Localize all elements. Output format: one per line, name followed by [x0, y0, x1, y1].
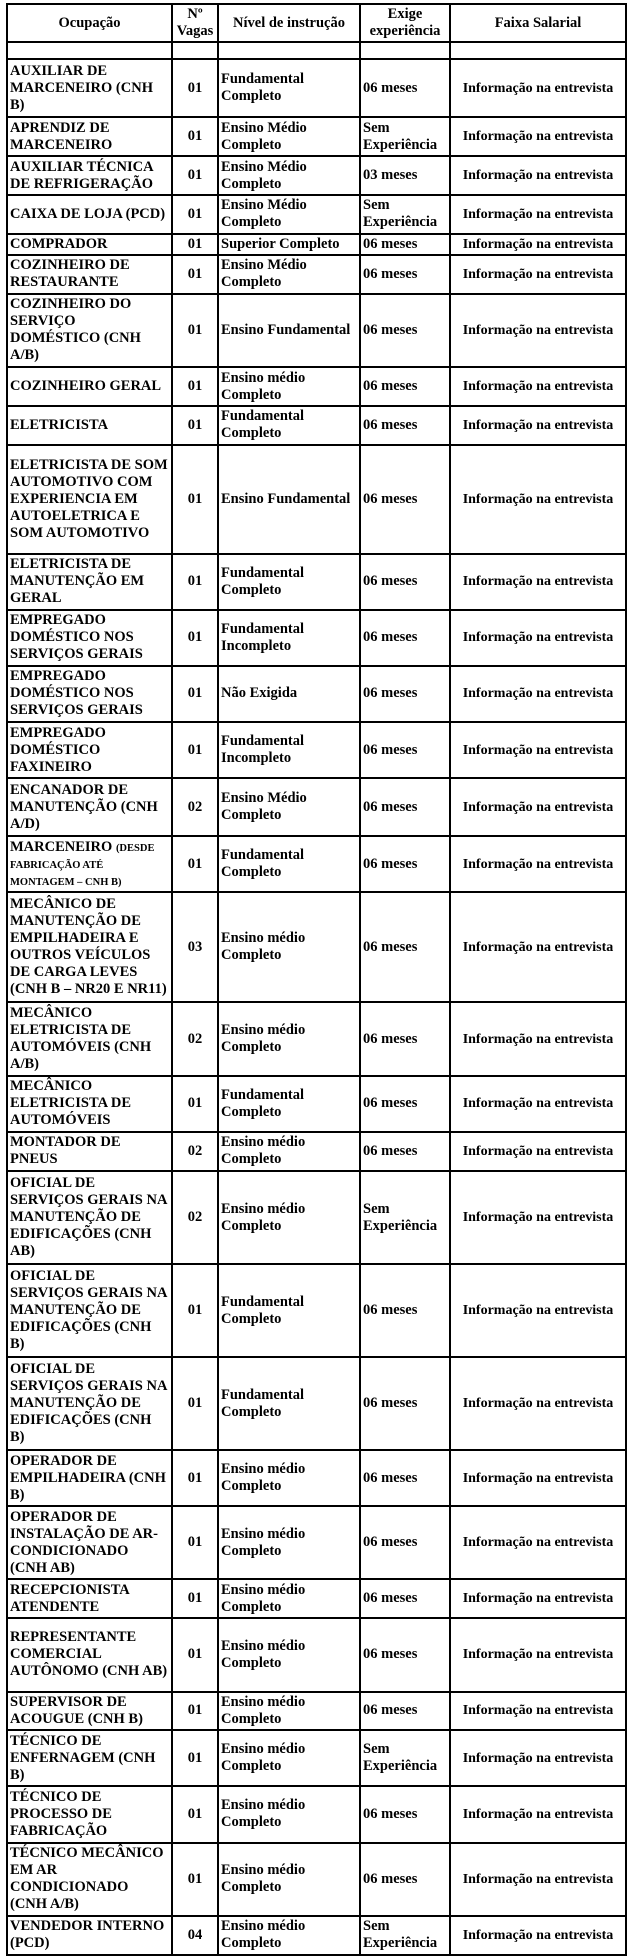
cell-nivel: Fundamental Completo: [218, 406, 360, 445]
ocupacao-text: COMPRADOR: [10, 235, 108, 252]
ocupacao-text: RECEPCIONISTA ATENDENTE: [10, 1581, 129, 1615]
cell-salario: Informação na entrevista: [450, 554, 626, 610]
cell-experiencia: 06 meses: [360, 778, 450, 836]
empty-cell: [7, 42, 172, 59]
cell-ocupacao: [7, 255, 172, 294]
cell-nivel: Fundamental Incompleto: [218, 722, 360, 778]
empty-cell: [450, 42, 626, 59]
ocupacao-text: EMPREGADO DOMÉSTICO FAXINEIRO: [10, 724, 106, 775]
cell-nivel: Ensino médio Completo: [218, 892, 360, 1002]
cell-salario: Informação na entrevista: [450, 1132, 626, 1171]
cell-salario: Informação na entrevista: [450, 367, 626, 406]
cell-nivel: Não Exigida: [218, 666, 360, 722]
cell-experiencia: 06 meses: [360, 1786, 450, 1842]
cell-salario: Informação na entrevista: [450, 610, 626, 666]
cell-vagas: 01: [172, 610, 218, 666]
table-row: [7, 554, 626, 610]
cell-salario: Informação na entrevista: [450, 722, 626, 778]
cell-experiencia: 06 meses: [360, 1132, 450, 1171]
cell-ocupacao: [7, 1730, 172, 1786]
ocupacao-text: CAIXA DE LOJA (PCD): [10, 205, 166, 222]
table-row: [7, 1357, 626, 1450]
table-row: [7, 294, 626, 367]
ocupacao-text: ENCANADOR DE MANUTENÇÃO (CNH A/D): [10, 781, 158, 832]
cell-ocupacao: [7, 610, 172, 666]
ocupacao-text: OFICIAL DE SERVIÇOS GERAIS NA MANUTENÇÃO DE EDIFICAÇÕES (CNH B): [10, 1361, 167, 1446]
cell-vagas: 01: [172, 234, 218, 255]
ocupacao-text: MECÂNICO DE MANUTENÇÃO DE EMPILHADEIRA E OUTROS VEÍCULOS DE CARGA LEVES (CNH B – NR20 E NR11): [10, 896, 167, 998]
cell-nivel: Ensino Fundamental: [218, 294, 360, 367]
cell-vagas: 01: [172, 1264, 218, 1357]
cell-salario: Informação na entrevista: [450, 1506, 626, 1579]
table-row: [7, 1579, 626, 1618]
cell-vagas: 01: [172, 1450, 218, 1506]
cell-nivel: Ensino médio Completo: [218, 1916, 360, 1955]
cell-vagas: 01: [172, 156, 218, 195]
cell-salario: Informação na entrevista: [450, 778, 626, 836]
cell-salario: Informação na entrevista: [450, 1579, 626, 1618]
ocupacao-text: ELETRICISTA DE MANUTENÇÃO EM GERAL: [10, 556, 145, 607]
ocupacao-text: MECÂNICO ELETRICISTA DE AUTOMÓVEIS (CNH A/B): [10, 1005, 152, 1073]
cell-salario: Informação na entrevista: [450, 666, 626, 722]
cell-nivel: Ensino médio Completo: [218, 1618, 360, 1691]
cell-nivel: Fundamental Completo: [218, 554, 360, 610]
empty-cell: [218, 42, 360, 59]
cell-salario: Informação na entrevista: [450, 1450, 626, 1506]
cell-ocupacao: [7, 1450, 172, 1506]
cell-experiencia: 06 meses: [360, 445, 450, 554]
cell-ocupacao: [7, 195, 172, 234]
cell-experiencia: 06 meses: [360, 1506, 450, 1579]
table-row: [7, 1506, 626, 1579]
cell-salario: Informação na entrevista: [450, 195, 626, 234]
cell-experiencia: 06 meses: [360, 1579, 450, 1618]
cell-experiencia: 06 meses: [360, 1357, 450, 1450]
cell-vagas: 02: [172, 1132, 218, 1171]
cell-experiencia: 06 meses: [360, 1692, 450, 1731]
table-row: [7, 367, 626, 406]
cell-vagas: 01: [172, 294, 218, 367]
ocupacao-text: TÉCNICO DE ENFERNAGEM (CNH B): [10, 1732, 156, 1783]
cell-ocupacao: [7, 666, 172, 722]
cell-ocupacao: [7, 1579, 172, 1618]
cell-vagas: 01: [172, 836, 218, 892]
ocupacao-text: EMPREGADO DOMÉSTICO NOS SERVIÇOS GERAIS: [10, 612, 143, 663]
table-row: [7, 1730, 626, 1786]
cell-salario: Informação na entrevista: [450, 59, 626, 117]
cell-nivel: Fundamental Completo: [218, 59, 360, 117]
cell-ocupacao: [7, 1264, 172, 1357]
cell-experiencia: Sem Experiência: [360, 1916, 450, 1955]
cell-experiencia: 03 meses: [360, 156, 450, 195]
job-table-container: [6, 3, 625, 1956]
empty-cell: [360, 42, 450, 59]
cell-vagas: 01: [172, 367, 218, 406]
cell-nivel: Ensino médio Completo: [218, 1450, 360, 1506]
cell-experiencia: 06 meses: [360, 610, 450, 666]
cell-salario: Informação na entrevista: [450, 892, 626, 1002]
table-row: [7, 778, 626, 836]
cell-vagas: 01: [172, 406, 218, 445]
table-row: [7, 195, 626, 234]
cell-ocupacao: [7, 1002, 172, 1075]
cell-vagas: 01: [172, 1692, 218, 1731]
cell-vagas: 01: [172, 1618, 218, 1691]
cell-salario: Informação na entrevista: [450, 1357, 626, 1450]
cell-salario: Informação na entrevista: [450, 1264, 626, 1357]
cell-ocupacao: [7, 1692, 172, 1731]
table-row: [7, 1171, 626, 1265]
cell-vagas: 01: [172, 195, 218, 234]
cell-ocupacao: [7, 1916, 172, 1955]
ocupacao-text: ELETRICISTA DE SOM AUTOMOTIVO COM EXPERIENCIA EM AUTOELETRICA E SOM AUTOMOTIVO: [10, 456, 168, 541]
cell-experiencia: 06 meses: [360, 1076, 450, 1132]
header-experiencia: Exige experiência: [360, 4, 450, 42]
cell-vagas: 01: [172, 255, 218, 294]
table-row: [7, 722, 626, 778]
cell-experiencia: 06 meses: [360, 836, 450, 892]
cell-ocupacao: [7, 1618, 172, 1691]
cell-nivel: Ensino Médio Completo: [218, 195, 360, 234]
cell-vagas: 01: [172, 722, 218, 778]
cell-nivel: Ensino Médio Completo: [218, 156, 360, 195]
table-row: [7, 117, 626, 156]
table-body: [7, 42, 626, 1955]
table-row: [7, 1786, 626, 1842]
cell-salario: Informação na entrevista: [450, 117, 626, 156]
cell-nivel: Ensino médio Completo: [218, 367, 360, 406]
cell-experiencia: 06 meses: [360, 294, 450, 367]
table-row: [7, 892, 626, 1002]
cell-salario: Informação na entrevista: [450, 1843, 626, 1916]
table-row: [7, 1916, 626, 1955]
ocupacao-text: VENDEDOR INTERNO (PCD): [10, 1918, 165, 1952]
cell-experiencia: Sem Experiência: [360, 117, 450, 156]
cell-vagas: 01: [172, 666, 218, 722]
cell-vagas: 02: [172, 1002, 218, 1075]
table-row: [7, 445, 626, 554]
table-row: [7, 1450, 626, 1506]
header-salario: Faixa Salarial: [450, 4, 626, 42]
ocupacao-text: COZINHEIRO GERAL: [10, 378, 162, 395]
cell-experiencia: Sem Experiência: [360, 195, 450, 234]
ocupacao-text: APRENDIZ DE MARCENEIRO: [10, 119, 113, 153]
cell-experiencia: 06 meses: [360, 406, 450, 445]
cell-nivel: Fundamental Completo: [218, 1264, 360, 1357]
ocupacao-text: OPERADOR DE INSTALAÇÃO DE AR-CONDICIONADO (CNH AB): [10, 1508, 158, 1576]
cell-ocupacao: [7, 156, 172, 195]
ocupacao-text: TÉCNICO DE PROCESSO DE FABRICAÇÃO: [10, 1788, 112, 1839]
cell-experiencia: 06 meses: [360, 1450, 450, 1506]
cell-vagas: 03: [172, 892, 218, 1002]
table-row: [7, 1076, 626, 1132]
cell-nivel: Ensino médio Completo: [218, 1132, 360, 1171]
cell-salario: Informação na entrevista: [450, 156, 626, 195]
cell-vagas: 01: [172, 59, 218, 117]
ocupacao-text: REPRESENTANTE COMERCIAL AUTÔNOMO (CNH AB): [10, 1629, 168, 1680]
header-nivel: Nível de instrução: [218, 4, 360, 42]
cell-experiencia: 06 meses: [360, 1264, 450, 1357]
table-row: [7, 255, 626, 294]
cell-vagas: 01: [172, 1357, 218, 1450]
cell-experiencia: 06 meses: [360, 255, 450, 294]
cell-vagas: 01: [172, 1843, 218, 1916]
cell-nivel: Ensino Médio Completo: [218, 117, 360, 156]
cell-nivel: Fundamental Completo: [218, 1076, 360, 1132]
cell-salario: Informação na entrevista: [450, 445, 626, 554]
cell-salario: Informação na entrevista: [450, 1076, 626, 1132]
cell-ocupacao: [7, 892, 172, 1002]
cell-ocupacao: [7, 234, 172, 255]
table-row: [7, 1843, 626, 1916]
job-vacancies-table: [6, 3, 627, 1956]
cell-salario: Informação na entrevista: [450, 1618, 626, 1691]
cell-vagas: 01: [172, 1076, 218, 1132]
table-row: [7, 1618, 626, 1691]
cell-ocupacao: [7, 117, 172, 156]
header-ocupacao: Ocupação: [7, 4, 172, 42]
table-row: [7, 59, 626, 117]
empty-spacer-row: [7, 42, 626, 59]
cell-ocupacao: [7, 1786, 172, 1842]
cell-experiencia: 06 meses: [360, 892, 450, 1002]
cell-nivel: Fundamental Incompleto: [218, 610, 360, 666]
cell-nivel: Ensino Médio Completo: [218, 255, 360, 294]
cell-nivel: Ensino médio Completo: [218, 1730, 360, 1786]
cell-vagas: 01: [172, 1579, 218, 1618]
cell-ocupacao: [7, 1506, 172, 1579]
cell-ocupacao: [7, 445, 172, 554]
table-row: [7, 666, 626, 722]
ocupacao-note: (DESDE FABRICAÇÃO ATÉ MONTAGEM – CNH B): [10, 842, 155, 888]
cell-salario: Informação na entrevista: [450, 255, 626, 294]
ocupacao-text: TÉCNICO MECÂNICO EM AR CONDICIONADO (CNH A/B): [10, 1845, 164, 1913]
cell-experiencia: 06 meses: [360, 554, 450, 610]
ocupacao-text: SUPERVISOR DE ACOUGUE (CNH B): [10, 1693, 143, 1727]
table-row: [7, 1132, 626, 1171]
cell-experiencia: 06 meses: [360, 367, 450, 406]
table-row: [7, 234, 626, 255]
cell-ocupacao: [7, 554, 172, 610]
cell-vagas: 01: [172, 1506, 218, 1579]
cell-ocupacao: [7, 778, 172, 836]
cell-experiencia: 06 meses: [360, 722, 450, 778]
ocupacao-text: MONTADOR DE PNEUS: [10, 1134, 121, 1168]
cell-experiencia: 06 meses: [360, 234, 450, 255]
ocupacao-text: MARCENEIRO: [10, 838, 113, 855]
ocupacao-text: OFICIAL DE SERVIÇOS GERAIS NA MANUTENÇÃO DE EDIFICAÇÕES (CNH AB): [10, 1175, 167, 1260]
cell-nivel: Ensino Médio Completo: [218, 778, 360, 836]
cell-salario: Informação na entrevista: [450, 1730, 626, 1786]
cell-ocupacao: [7, 367, 172, 406]
table-row: [7, 406, 626, 445]
cell-salario: Informação na entrevista: [450, 1171, 626, 1265]
cell-salario: Informação na entrevista: [450, 836, 626, 892]
ocupacao-text: COZINHEIRO DO SERVIÇO DOMÉSTICO (CNH A/B): [10, 296, 141, 364]
cell-nivel: Fundamental Completo: [218, 1357, 360, 1450]
cell-vagas: 01: [172, 1786, 218, 1842]
ocupacao-text: AUXILIAR DE MARCENEIRO (CNH B): [10, 62, 153, 113]
cell-salario: Informação na entrevista: [450, 1002, 626, 1075]
table-row: [7, 1692, 626, 1731]
cell-experiencia: 06 meses: [360, 1843, 450, 1916]
ocupacao-text: EMPREGADO DOMÉSTICO NOS SERVIÇOS GERAIS: [10, 668, 143, 719]
table-row: [7, 1264, 626, 1357]
header-vagas: Nº Vagas: [172, 4, 218, 42]
cell-ocupacao: [7, 1076, 172, 1132]
cell-experiencia: Sem Experiência: [360, 1171, 450, 1265]
cell-experiencia: Sem Experiência: [360, 1730, 450, 1786]
table-row: [7, 836, 626, 892]
cell-vagas: 04: [172, 1916, 218, 1955]
ocupacao-text: MECÂNICO ELETRICISTA DE AUTOMÓVEIS: [10, 1078, 132, 1129]
cell-nivel: Ensino médio Completo: [218, 1506, 360, 1579]
cell-vagas: 01: [172, 554, 218, 610]
cell-nivel: Ensino Fundamental: [218, 445, 360, 554]
cell-ocupacao: [7, 836, 172, 892]
cell-ocupacao: [7, 406, 172, 445]
table-row: [7, 610, 626, 666]
empty-cell: [172, 42, 218, 59]
cell-nivel: Ensino médio Completo: [218, 1692, 360, 1731]
cell-vagas: 01: [172, 445, 218, 554]
cell-ocupacao: [7, 294, 172, 367]
cell-salario: Informação na entrevista: [450, 234, 626, 255]
cell-experiencia: 06 meses: [360, 1002, 450, 1075]
ocupacao-text: COZINHEIRO DE RESTAURANTE: [10, 257, 130, 291]
cell-ocupacao: [7, 1132, 172, 1171]
cell-ocupacao: [7, 722, 172, 778]
cell-nivel: Ensino médio Completo: [218, 1171, 360, 1265]
cell-vagas: 01: [172, 117, 218, 156]
cell-experiencia: 06 meses: [360, 666, 450, 722]
cell-salario: Informação na entrevista: [450, 1786, 626, 1842]
cell-ocupacao: [7, 1843, 172, 1916]
cell-salario: Informação na entrevista: [450, 294, 626, 367]
cell-experiencia: 06 meses: [360, 1618, 450, 1691]
cell-ocupacao: [7, 1357, 172, 1450]
cell-ocupacao: [7, 59, 172, 117]
cell-nivel: Ensino médio Completo: [218, 1002, 360, 1075]
ocupacao-text: OPERADOR DE EMPILHADEIRA (CNH B): [10, 1452, 166, 1503]
cell-vagas: 02: [172, 1171, 218, 1265]
ocupacao-text: AUXILIAR TÉCNICA DE REFRIGERAÇÃO: [10, 158, 153, 192]
cell-salario: Informação na entrevista: [450, 1692, 626, 1731]
cell-salario: Informação na entrevista: [450, 1916, 626, 1955]
cell-nivel: Ensino médio Completo: [218, 1843, 360, 1916]
ocupacao-text: OFICIAL DE SERVIÇOS GERAIS NA MANUTENÇÃO DE EDIFICAÇÕES (CNH B): [10, 1268, 167, 1353]
cell-nivel: Ensino médio Completo: [218, 1579, 360, 1618]
cell-nivel: Ensino médio Completo: [218, 1786, 360, 1842]
cell-experiencia: 06 meses: [360, 59, 450, 117]
cell-vagas: 01: [172, 1730, 218, 1786]
cell-salario: Informação na entrevista: [450, 406, 626, 445]
table-row: [7, 1002, 626, 1075]
cell-nivel: Fundamental Completo: [218, 836, 360, 892]
cell-ocupacao: [7, 1171, 172, 1265]
table-row: [7, 156, 626, 195]
cell-vagas: 02: [172, 778, 218, 836]
ocupacao-text: ELETRICISTA: [10, 416, 109, 433]
cell-nivel: Superior Completo: [218, 234, 360, 255]
table-header-row: [7, 4, 626, 42]
